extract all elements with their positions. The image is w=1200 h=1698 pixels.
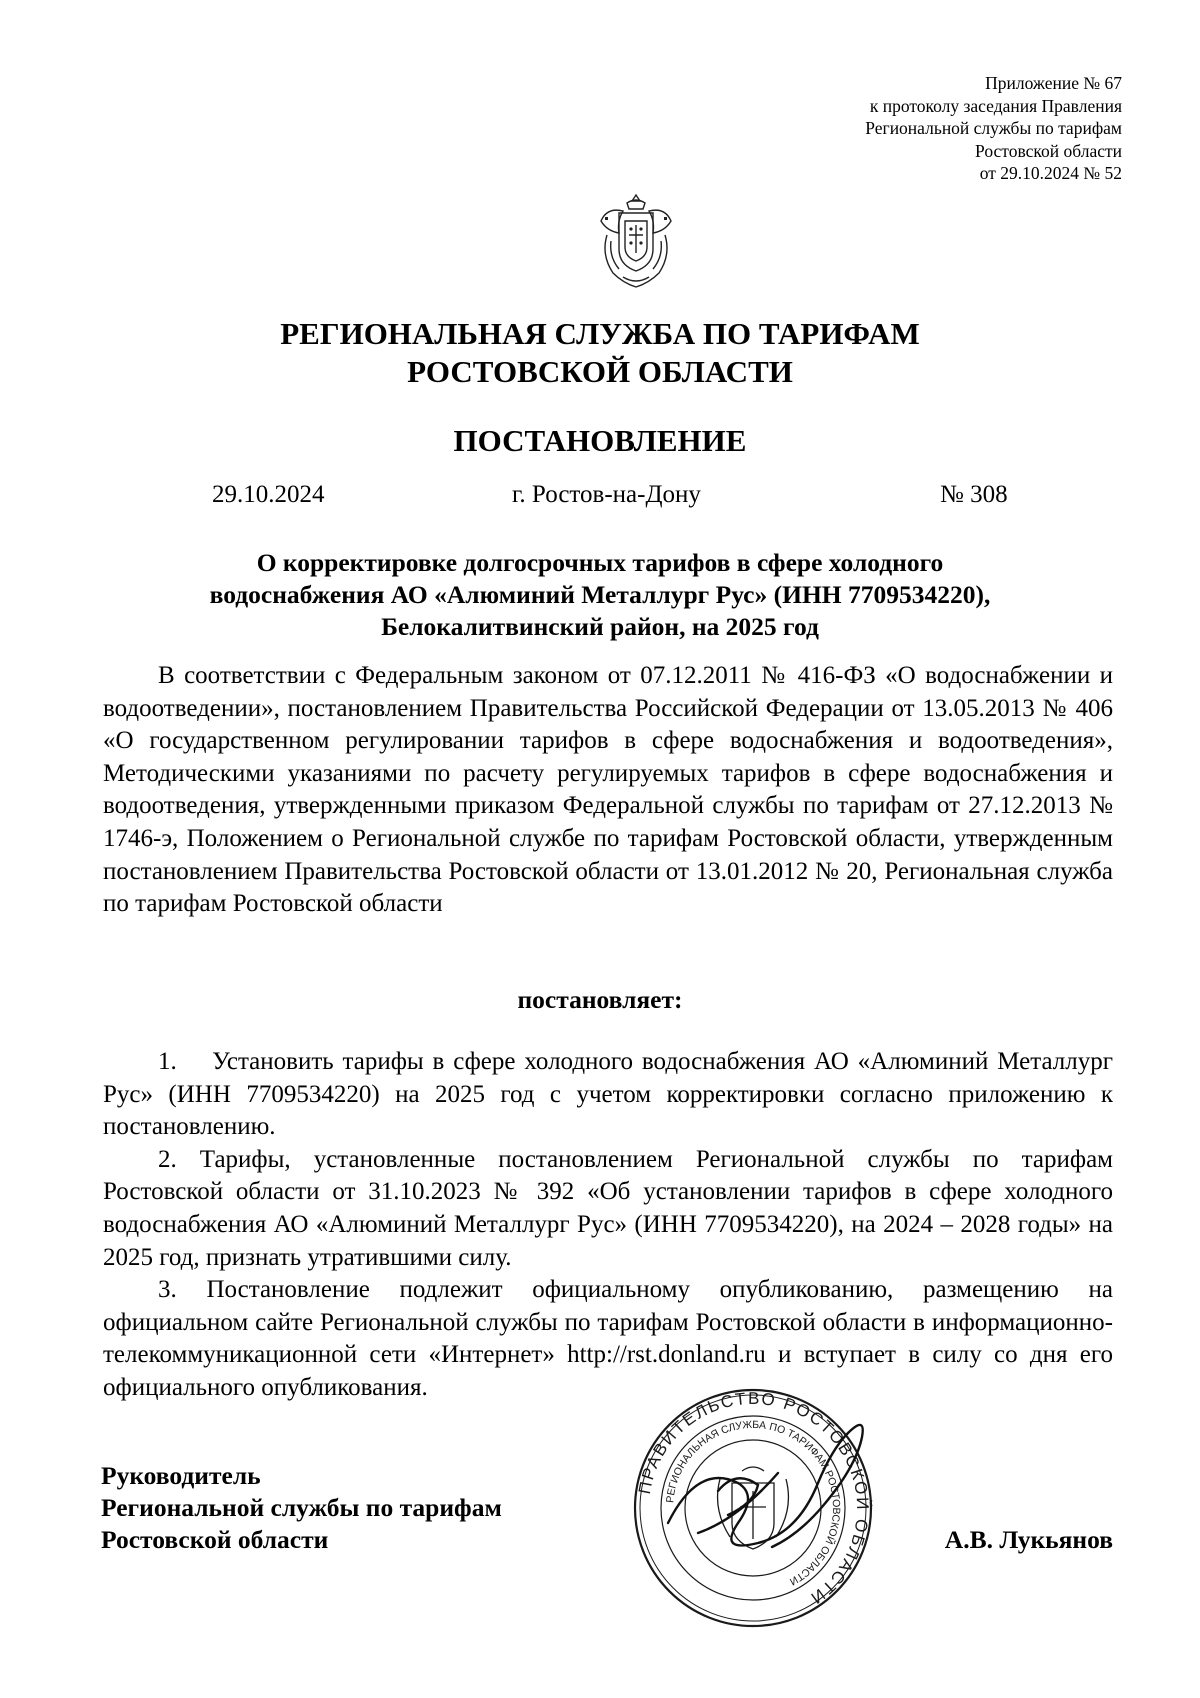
- resolution-item: 1. Установить тарифы в сфере холодного водоснабжения АО «Алюминий Металлург Рус» (ИНН 7709534220) на 2025 год с учетом корректировки согласно приложению к постановлению.: [103, 1048, 1113, 1141]
- resolves-heading: постановляет:: [517, 985, 683, 1014]
- appendix-line: к протоколу заседания Правления: [869, 95, 1122, 116]
- organization-line: РЕГИОНАЛЬНАЯ СЛУЖБА ПО ТАРИФАМ: [280, 316, 920, 351]
- document-number: № 308: [940, 481, 1008, 508]
- document-city: г. Ростов-на-Дону: [512, 481, 701, 508]
- document-title: [100, 547, 1100, 643]
- organization-line: РОСТОВСКОЙ ОБЛАСТИ: [407, 354, 793, 389]
- appendix-note: [865, 72, 1122, 185]
- signatory-name: А.В. Лукьянов: [944, 1525, 1113, 1554]
- title-line: водоснабжения АО «Алюминий Металлург Рус» (ИНН 7709534220),: [209, 580, 991, 609]
- preamble-paragraph: В соответствии с Федеральным законом от 07.12.2011 № 416-ФЗ «О водоснабжении и водоотведении», постановлением Правительства Российской Федерации от 13.05.2013 № 406 «О государственном регулировании тарифов в сфере водоснабжения и водоотведения», Методическими указаниями по расчету регулируемых тарифов в сфере водоснабжения и водоотведения, утвержденными приказом Федеральной службы по тарифам от 27.12.2013 № 1746-э, Положением о Региональной службе по тарифам Ростовской области, утвержденным постановлением Правительства Ростовской области от 13.01.2012 № 20, Региональная служба по тарифам Ростовской области: [103, 662, 1113, 918]
- organization-title: [0, 315, 1200, 391]
- resolution-items: [103, 1046, 1113, 1405]
- resolution-item: 3. Постановление подлежит официальному опубликованию, размещению на официальном сайте Региональной службы по тарифам Ростовской области в информационно-телекоммуникационной сети «Интернет» http://rst.donland.ru и вступает в силу со дня его официального опубликования.: [103, 1276, 1113, 1401]
- preamble: [103, 660, 1113, 921]
- title-line: Белокалитвинский район, на 2025 год: [381, 612, 819, 641]
- seal-inner-text: РЕГИОНАЛЬНАЯ СЛУЖБА ПО ТАРИФАМ РОСТОВСКОЙ ОБЛАСТИ: [664, 1418, 843, 1588]
- signatory-position: [101, 1460, 502, 1556]
- resolution-item: 2. Тарифы, установленные постановлением Региональной службы по тарифам Ростовской области от 31.10.2023 № 392 «Об установлении тарифов в сфере холодного водоснабжения АО «Алюминий Металлург Рус» (ИНН 7709534220), на 2024 – 2028 годы» на 2025 год, признать утратившими силу.: [103, 1145, 1113, 1271]
- seal-outer-text: ПРАВИТЕЛЬСТВО РОСТОВСКОЙ ОБЛАСТИ: [634, 1388, 873, 1609]
- appendix-line: Ростовской области: [975, 140, 1122, 161]
- appendix-line: Региональной службы по тарифам: [865, 118, 1122, 138]
- coat-of-arms-icon: [593, 191, 679, 291]
- document-type: ПОСТАНОВЛЕНИЕ: [453, 423, 747, 458]
- title-line: О корректировке долгосрочных тарифов в сфере холодного: [256, 548, 944, 577]
- official-seal-icon: [628, 1383, 878, 1633]
- signatory-role-line: Региональной службы по тарифам: [101, 1493, 502, 1522]
- appendix-line: от 29.10.2024 № 52: [979, 163, 1122, 183]
- appendix-line: Приложение № 67: [985, 73, 1122, 93]
- signatory-role-line: Руководитель: [101, 1461, 261, 1490]
- signatory-role-line: Ростовской области: [101, 1525, 329, 1554]
- document-date: 29.10.2024: [212, 481, 325, 508]
